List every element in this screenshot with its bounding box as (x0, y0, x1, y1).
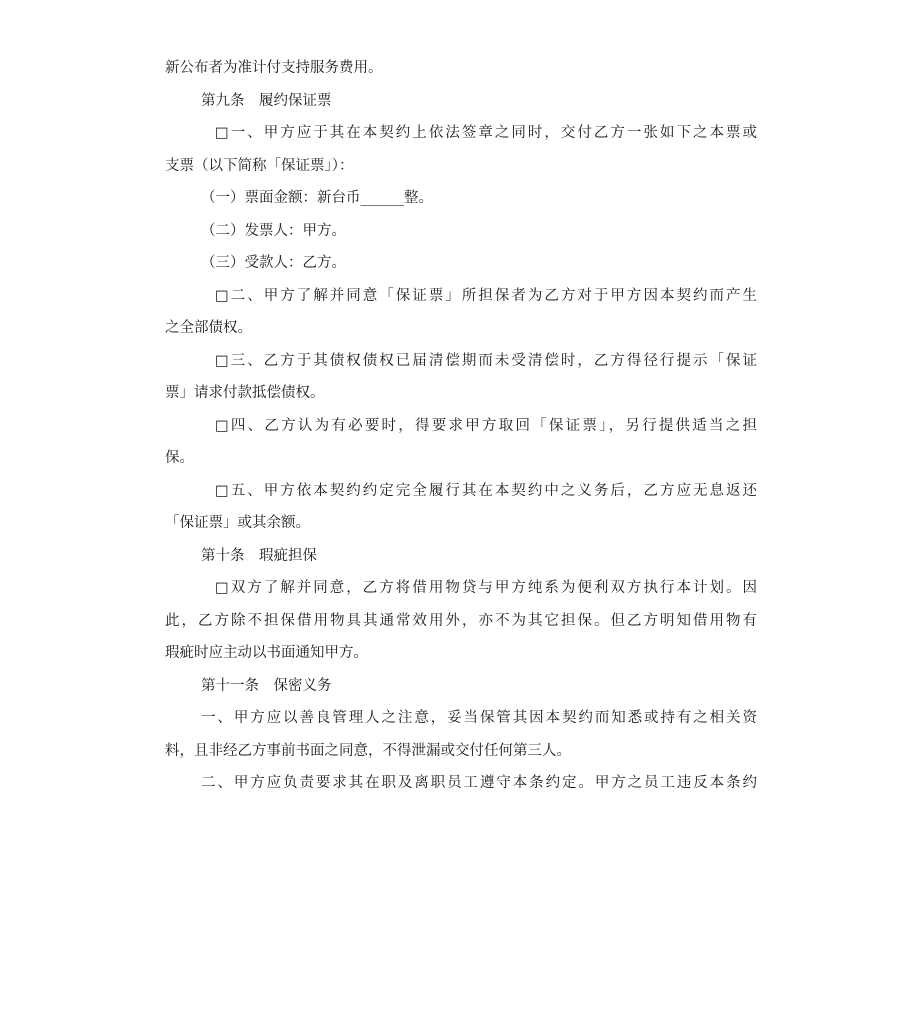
text-line: 新公布者为准计付支持服务费用。 (165, 60, 383, 76)
text-line: 票」请求付款抵偿债权。 (165, 385, 325, 401)
text-line: 之全部债权。 (165, 320, 252, 336)
text-line: 瑕疵时应主动以书面通知甲方。 (165, 645, 368, 661)
text-line: 第十条 瑕疵担保 (201, 547, 317, 564)
text-line: 支票（以下简称「保证票」）： (165, 157, 354, 174)
text-line: □二、甲方了解并同意「保证票」所担保者为乙方对于甲方因本契约而产生 (215, 287, 757, 304)
text-line: 第十一条 保密义务 (201, 677, 332, 694)
text-line: （一）票面金额：新台币______整。 (201, 190, 433, 206)
text-line: 保。 (165, 450, 194, 466)
text-line: （二）发票人：甲方。 (201, 222, 346, 239)
text-line: □五、甲方依本契约约定完全履行其在本契约中之义务后，乙方应无息返还 (215, 482, 757, 499)
text-line: 料，且非经乙方事前书面之同意，不得泄漏或交付任何第三人。 (165, 742, 571, 759)
text-line: □双方了解并同意，乙方将借用物贷与甲方纯系为便利双方执行本计划。因 (215, 580, 757, 596)
text-line: □一、甲方应于其在本契约上依法签章之同时，交付乙方一张如下之本票或 (215, 125, 757, 141)
text-line: 「保证票」或其余额。 (165, 515, 310, 531)
text-line: 第九条 履约保证票 (201, 92, 332, 109)
document-page (165, 52, 757, 800)
text-line: 一、甲方应以善良管理人之注意，妥当保管其因本契约而知悉或持有之相关资 (201, 710, 757, 726)
text-line: □四、乙方认为有必要时，得要求甲方取回「保证票」，另行提供适当之担 (215, 417, 757, 434)
text-line: □三、乙方于其债权债权已届清偿期而未受清偿时，乙方得径行提示「保证 (215, 352, 757, 369)
text-line: 此，乙方除不担保借用物具其通常效用外，亦不为其它担保。但乙方明知借用物有 (165, 612, 757, 629)
text-line: 二、甲方应负责要求其在职及离职员工遵守本条约定。甲方之员工违反本条约 (201, 775, 757, 791)
text-line: （三）受款人：乙方。 (201, 255, 346, 271)
